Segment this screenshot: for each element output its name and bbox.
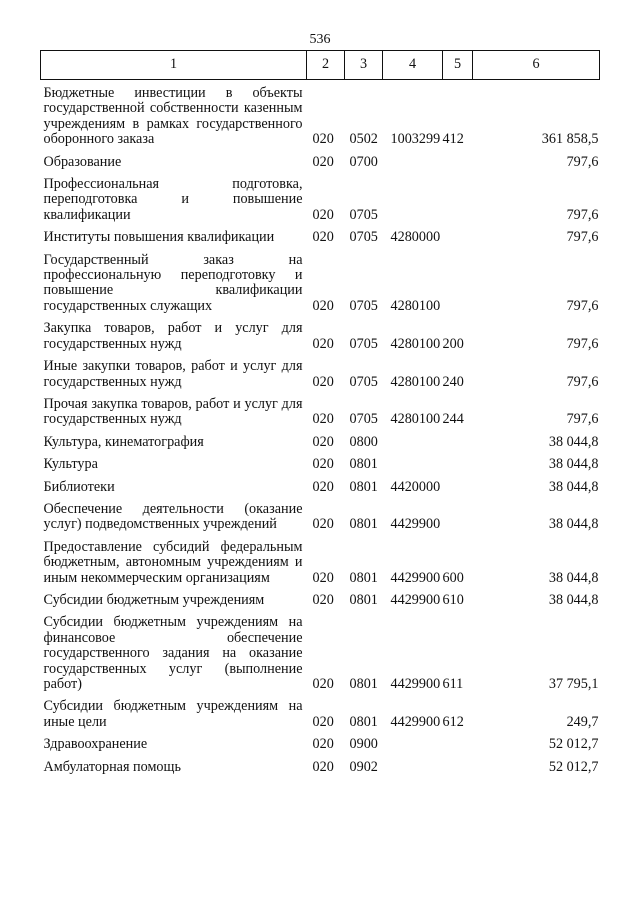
row-expense-type bbox=[443, 170, 473, 223]
header-row bbox=[41, 51, 600, 80]
row-target-article bbox=[383, 170, 443, 223]
row-name: Государственный заказ на профессиональную переподготовку и повышение квалификации государственных служащих bbox=[43, 251, 303, 314]
row-expense-type: 200 bbox=[442, 335, 464, 352]
table-row bbox=[41, 692, 600, 730]
row-target-article: 4429900 bbox=[390, 713, 441, 730]
table-body bbox=[41, 80, 600, 776]
row-expense-type bbox=[443, 148, 473, 170]
row-ved-code: 020 bbox=[312, 591, 334, 608]
row-ved-code: 020 bbox=[312, 411, 334, 428]
row-name: Библиотеки bbox=[43, 478, 115, 495]
row-ved-code: 020 bbox=[312, 153, 334, 170]
row-ved-code: 020 bbox=[312, 676, 334, 692]
row-name: Прочая закупка товаров, работ и услуг для государственных нужд bbox=[43, 395, 303, 428]
row-expense-type bbox=[443, 450, 473, 472]
row-ved-code: 020 bbox=[312, 229, 334, 246]
row-sum: 797,6 bbox=[566, 411, 599, 428]
row-sum: 52 012,7 bbox=[548, 758, 599, 775]
table-row bbox=[41, 495, 600, 533]
row-section-code: 0801 bbox=[349, 456, 378, 473]
row-sum: 797,6 bbox=[566, 229, 599, 246]
row-ved-code: 020 bbox=[312, 373, 334, 390]
row-ved-code: 020 bbox=[312, 478, 334, 495]
row-expense-type bbox=[443, 246, 473, 315]
row-sum: 797,6 bbox=[566, 373, 599, 390]
row-ved-code: 020 bbox=[312, 758, 334, 775]
row-sum: 52 012,7 bbox=[548, 736, 599, 753]
table-header bbox=[41, 51, 600, 80]
row-name: Институты повышения квалификации bbox=[43, 229, 275, 246]
row-name: Предоставление субсидий федеральным бюджетным, автономным учреждениям и иным некоммерческим организациям bbox=[43, 538, 303, 586]
table-row bbox=[41, 223, 600, 245]
row-target-article: 4280100 bbox=[390, 297, 441, 314]
row-sum: 38 044,8 bbox=[548, 516, 599, 533]
row-ved-code: 020 bbox=[312, 713, 334, 730]
row-expense-type bbox=[443, 495, 473, 533]
table-row bbox=[41, 352, 600, 390]
row-section-code: 0705 bbox=[349, 206, 378, 223]
row-expense-type bbox=[443, 730, 473, 752]
row-sum: 249,7 bbox=[566, 713, 599, 730]
row-target-article: 4280000 bbox=[390, 229, 441, 246]
row-name: Амбулаторная помощь bbox=[43, 758, 181, 775]
row-section-code: 0801 bbox=[349, 478, 378, 495]
row-section-code: 0902 bbox=[349, 758, 378, 775]
budget-table bbox=[40, 50, 600, 775]
row-ved-code: 020 bbox=[312, 569, 334, 586]
row-sum: 797,6 bbox=[566, 206, 599, 223]
table-row bbox=[41, 428, 600, 450]
row-target-article: 4280100 bbox=[390, 373, 441, 390]
table-row bbox=[41, 533, 600, 586]
table-row bbox=[41, 608, 600, 692]
row-sum: 361 858,5 bbox=[541, 131, 599, 148]
row-name: Субсидии бюджетным учреждениям на финансовое обеспечение государственного задания на оказание государственных услуг (выполнение работ) bbox=[43, 614, 303, 692]
column-header-sum: 6 bbox=[473, 51, 600, 80]
row-name: Бюджетные инвестиции в объекты государственной собственности казенным учреждениям в рамках государственного оборонного заказа bbox=[43, 85, 303, 148]
table-row bbox=[41, 390, 600, 428]
row-section-code: 0801 bbox=[349, 676, 378, 692]
row-ved-code: 020 bbox=[312, 335, 334, 352]
row-ved-code: 020 bbox=[312, 516, 334, 533]
row-target-article: 4429900 bbox=[390, 516, 441, 533]
row-sum: 797,6 bbox=[566, 153, 599, 170]
row-section-code: 0705 bbox=[349, 335, 378, 352]
row-name: Субсидии бюджетным учреждениям bbox=[43, 591, 265, 608]
row-ved-code: 020 bbox=[312, 433, 334, 450]
row-name: Закупка товаров, работ и услуг для государственных нужд bbox=[43, 320, 303, 352]
table-row bbox=[41, 730, 600, 752]
row-expense-type: 600 bbox=[442, 569, 464, 586]
row-sum: 38 044,8 bbox=[548, 591, 599, 608]
row-target-article: 4280100 bbox=[390, 411, 441, 428]
row-expense-type: 612 bbox=[442, 713, 464, 730]
row-section-code: 0705 bbox=[349, 229, 378, 246]
row-section-code: 0502 bbox=[349, 131, 378, 148]
row-sum: 797,6 bbox=[566, 297, 599, 314]
row-ved-code: 020 bbox=[312, 297, 334, 314]
row-expense-type bbox=[443, 473, 473, 495]
row-target-article: 4280100 bbox=[390, 335, 441, 352]
page-number: 536 bbox=[309, 32, 331, 47]
row-name: Культура, кинематография bbox=[43, 433, 204, 450]
row-name: Культура bbox=[43, 456, 98, 473]
row-section-code: 0700 bbox=[349, 153, 378, 170]
row-name: Субсидии бюджетным учреждениям на иные цели bbox=[43, 698, 303, 730]
row-section-code: 0705 bbox=[349, 373, 378, 390]
row-target-article bbox=[383, 450, 443, 472]
row-target-article: 4429900 bbox=[390, 569, 441, 586]
row-target-article: 1003299 bbox=[390, 131, 441, 148]
row-ved-code: 020 bbox=[312, 736, 334, 753]
row-section-code: 0800 bbox=[349, 433, 378, 450]
row-section-code: 0801 bbox=[349, 713, 378, 730]
table-row bbox=[41, 80, 600, 148]
row-name: Образование bbox=[43, 153, 122, 170]
table-row bbox=[41, 170, 600, 223]
table-row bbox=[41, 246, 600, 315]
row-expense-type: 240 bbox=[442, 373, 464, 390]
column-header-expense-type: 5 bbox=[443, 51, 473, 80]
row-target-article: 4429900 bbox=[390, 676, 441, 692]
row-sum: 38 044,8 bbox=[548, 478, 599, 495]
row-section-code: 0705 bbox=[349, 411, 378, 428]
table-row bbox=[41, 586, 600, 608]
column-header-section: 3 bbox=[345, 51, 383, 80]
row-section-code: 0801 bbox=[349, 516, 378, 533]
table-row bbox=[41, 473, 600, 495]
row-target-article bbox=[383, 428, 443, 450]
row-expense-type: 412 bbox=[442, 131, 464, 148]
row-expense-type bbox=[443, 428, 473, 450]
row-expense-type bbox=[443, 223, 473, 245]
row-target-article: 4420000 bbox=[390, 478, 441, 495]
row-expense-type: 244 bbox=[442, 411, 464, 428]
row-section-code: 0705 bbox=[349, 297, 378, 314]
row-target-article bbox=[383, 753, 443, 775]
row-section-code: 0801 bbox=[349, 591, 378, 608]
row-sum: 38 044,8 bbox=[548, 433, 599, 450]
table-row bbox=[41, 753, 600, 775]
row-sum: 37 795,1 bbox=[548, 676, 599, 692]
row-target-article: 4429900 bbox=[390, 591, 441, 608]
row-expense-type: 611 bbox=[442, 676, 464, 692]
row-expense-type bbox=[443, 753, 473, 775]
table-row bbox=[41, 148, 600, 170]
row-target-article bbox=[383, 730, 443, 752]
row-name: Иные закупки товаров, работ и услуг для государственных нужд bbox=[43, 358, 303, 390]
row-name: Обеспечение деятельности (оказание услуг) подведомственных учреждений bbox=[43, 500, 303, 533]
row-ved-code: 020 bbox=[312, 206, 334, 223]
column-header-target-article: 4 bbox=[383, 51, 443, 80]
row-name: Здравоохранение bbox=[43, 736, 148, 753]
row-name: Профессиональная подготовка, переподготовка и повышение квалификации bbox=[43, 176, 303, 223]
row-section-code: 0900 bbox=[349, 736, 378, 753]
row-sum: 797,6 bbox=[566, 335, 599, 352]
table-row bbox=[41, 450, 600, 472]
row-target-article bbox=[383, 148, 443, 170]
column-header-name: 1 bbox=[41, 51, 307, 80]
table-row bbox=[41, 314, 600, 352]
row-ved-code: 020 bbox=[312, 131, 334, 148]
row-section-code: 0801 bbox=[349, 569, 378, 586]
row-ved-code: 020 bbox=[312, 456, 334, 473]
column-header-ved: 2 bbox=[307, 51, 345, 80]
row-expense-type: 610 bbox=[442, 591, 464, 608]
row-sum: 38 044,8 bbox=[548, 569, 599, 586]
row-sum: 38 044,8 bbox=[548, 456, 599, 473]
